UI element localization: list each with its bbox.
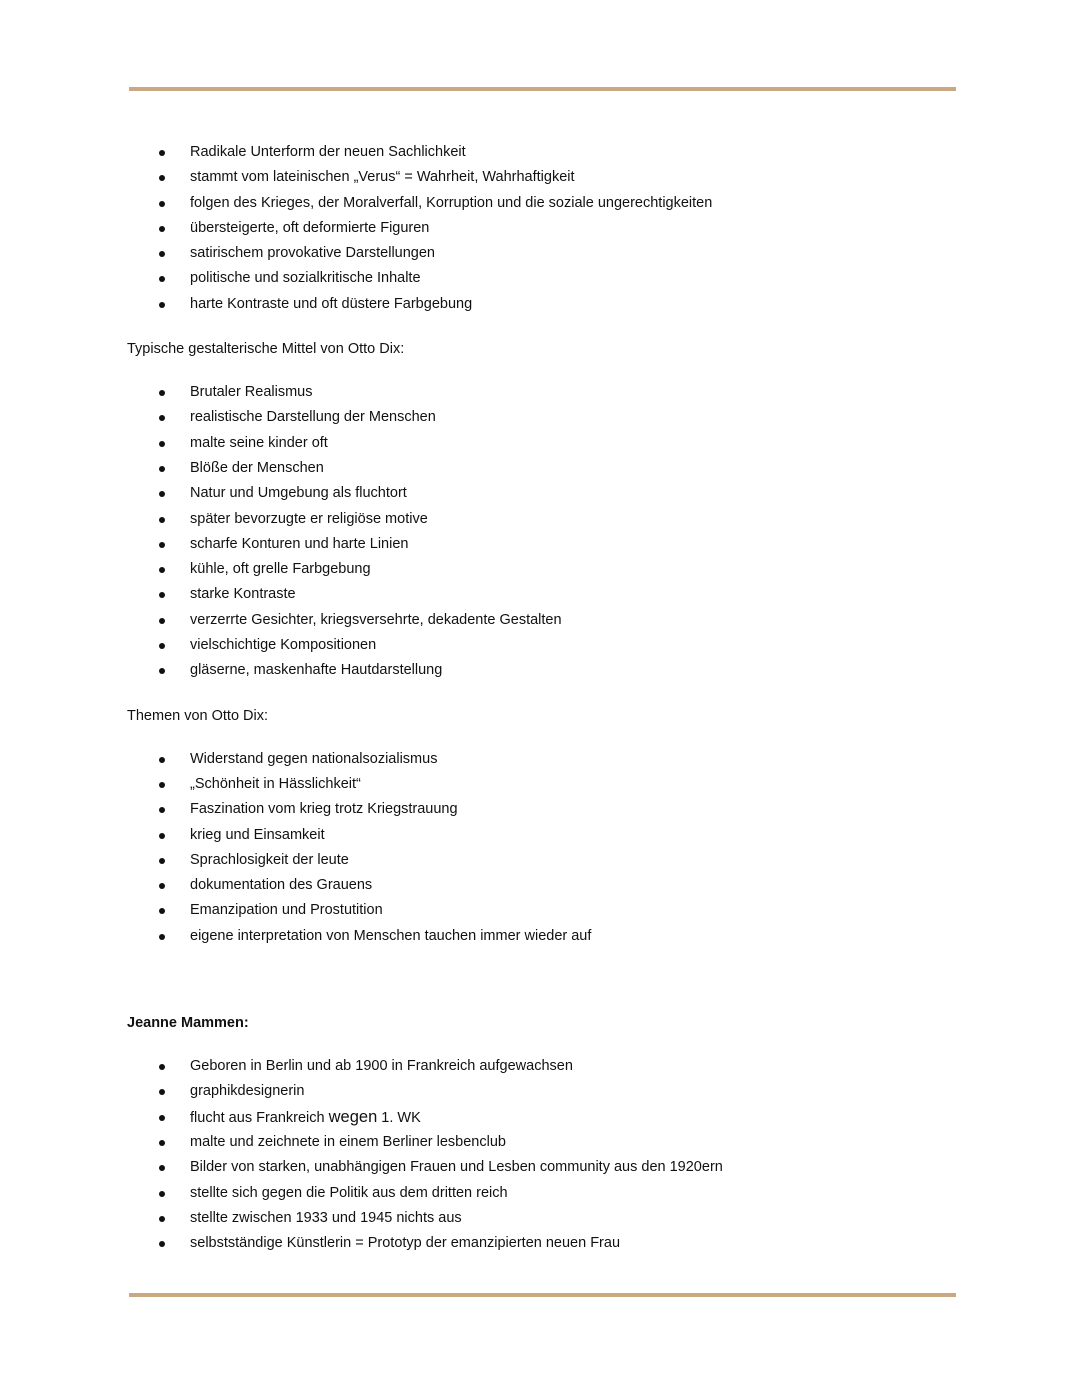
list-item: Sprachlosigkeit der leute bbox=[127, 848, 957, 873]
list-item: Emanzipation und Prostutition bbox=[127, 898, 957, 923]
list-item: selbstständige Künstlerin = Prototyp der emanzipierten neuen Frau bbox=[127, 1231, 957, 1256]
list-item-text-large: wegen bbox=[328, 1107, 378, 1126]
list-item: scharfe Konturen und harte Linien bbox=[127, 532, 957, 557]
heading-gestalterische-mittel: Typische gestalterische Mittel von Otto Dix: bbox=[127, 341, 405, 358]
list-item: kühle, oft grelle Farbgebung bbox=[127, 557, 957, 582]
list-item: stellte zwischen 1933 und 1945 nichts aus bbox=[127, 1206, 957, 1231]
list-verismus bbox=[127, 140, 957, 317]
list-item bbox=[127, 1105, 957, 1130]
list-item: realistische Darstellung der Menschen bbox=[127, 405, 957, 430]
document-body bbox=[127, 140, 957, 1256]
list-item: stammt vom lateinischen „Verus“ = Wahrheit, Wahrhaftigkeit bbox=[127, 165, 957, 190]
list-item: verzerrte Gesichter, kriegsversehrte, dekadente Gestalten bbox=[127, 608, 957, 633]
list-item: später bevorzugte er religiöse motive bbox=[127, 507, 957, 532]
list-item: Faszination vom krieg trotz Kriegstrauung bbox=[127, 797, 957, 822]
list-item: eigene interpretation von Menschen tauchen immer wieder auf bbox=[127, 924, 957, 949]
list-item: dokumentation des Grauens bbox=[127, 873, 957, 898]
list-item: vielschichtige Kompositionen bbox=[127, 633, 957, 658]
list-gestalterische-mittel bbox=[127, 380, 957, 684]
list-themen bbox=[127, 747, 957, 949]
bottom-divider bbox=[129, 1293, 956, 1297]
list-item: satirischem provokative Darstellungen bbox=[127, 241, 957, 266]
list-item: graphikdesignerin bbox=[127, 1079, 957, 1104]
top-divider bbox=[129, 87, 956, 91]
list-item: gläserne, maskenhafte Hautdarstellung bbox=[127, 658, 957, 683]
list-item: malte seine kinder oft bbox=[127, 431, 957, 456]
list-item: übersteigerte, oft deformierte Figuren bbox=[127, 216, 957, 241]
list-item: malte und zeichnete in einem Berliner lesbenclub bbox=[127, 1130, 957, 1155]
list-item-text: flucht aus Frankreich bbox=[190, 1109, 329, 1126]
heading-themen: Themen von Otto Dix: bbox=[127, 707, 269, 724]
list-item: starke Kontraste bbox=[127, 582, 957, 607]
list-jeanne-mammen bbox=[127, 1054, 957, 1256]
list-item: Brutaler Realismus bbox=[127, 380, 957, 405]
list-item: Bilder von starken, unabhängigen Frauen und Lesben community aus den 1920ern bbox=[127, 1155, 957, 1180]
list-item: Natur und Umgebung als fluchtort bbox=[127, 481, 957, 506]
list-item: stellte sich gegen die Politik aus dem dritten reich bbox=[127, 1181, 957, 1206]
list-item: harte Kontraste und oft düstere Farbgebung bbox=[127, 292, 957, 317]
heading-jeanne-mammen: Jeanne Mammen: bbox=[127, 1015, 249, 1032]
list-item: Radikale Unterform der neuen Sachlichkeit bbox=[127, 140, 957, 165]
list-item: folgen des Krieges, der Moralverfall, Korruption und die soziale ungerechtigkeiten bbox=[127, 191, 957, 216]
list-item: Geboren in Berlin und ab 1900 in Frankreich aufgewachsen bbox=[127, 1054, 957, 1079]
list-item: Widerstand gegen nationalsozialismus bbox=[127, 747, 957, 772]
list-item: Blöße der Menschen bbox=[127, 456, 957, 481]
list-item-text: 1. WK bbox=[377, 1109, 421, 1126]
list-item: krieg und Einsamkeit bbox=[127, 823, 957, 848]
list-item: „Schönheit in Hässlichkeit“ bbox=[127, 772, 957, 797]
list-item: politische und sozialkritische Inhalte bbox=[127, 266, 957, 291]
